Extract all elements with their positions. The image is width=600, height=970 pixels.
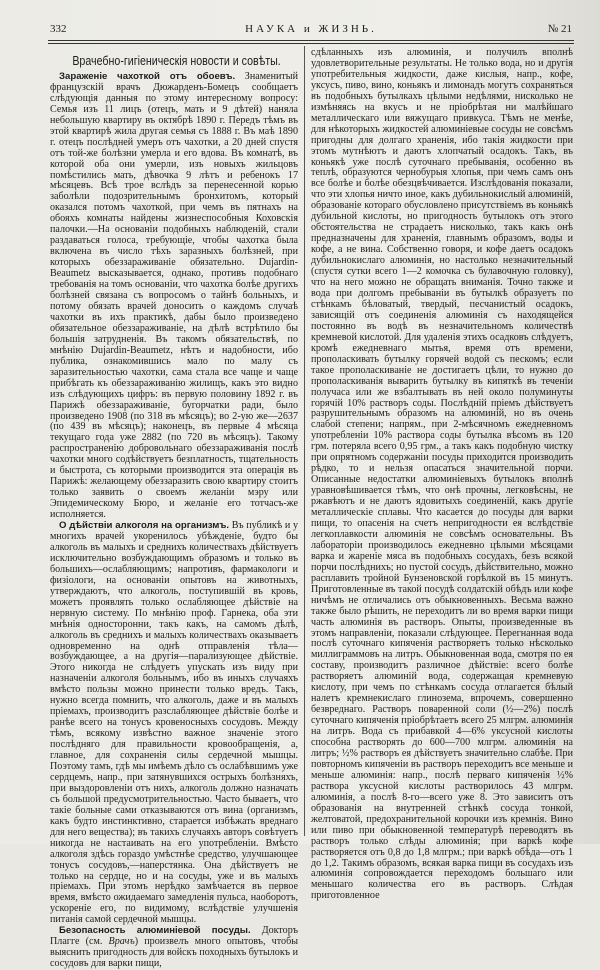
article-heading: О дѣйствіи алкоголя на организмъ. (59, 520, 230, 532)
page-number: 332 (50, 23, 67, 35)
article-text: Докторъ Плагге (см. (50, 925, 298, 948)
article-text: Знаменитый французскій врачъ Дюжарденъ-Бомецъ сообщаетъ слѣдующія данныя по этому интересному вопросу: Семья изъ 11 лицъ (отецъ, мать и 9 дѣтей) наняла небольшую квартиру въ октябрѣ 1890 г. Передъ тѣмъ въ этой квартирѣ жила другая семья съ 1888 г. Въ маѣ 1890 г. отецъ послѣдней умеръ отъ чахотки, а 20 дней спустя отъ той-же болѣзни умерла и его вдова. Въ комнатѣ, въ которой оба они умерли, изъ новыхъ жильцовъ помѣстились мать, дѣвочка 9 лѣтъ и ребенокъ 17 мѣсяцевъ. Всѣ трое вслѣдъ за перенесенной корью заболѣли подозрительнымъ бронхитомъ, который оказался потомъ чахоткой, при чемъ въ пятнахъ на обояхъ комнаты найдены жизнеспособныя Коховскія палочки.—На основаніи подобныхъ наблюденій, стали раздаваться голоса, требующіе, чтобы чахотка была включена въ число тѣхъ заразныхъ болѣзней, при которыхъ обеззараживаніе обязательно. Dujardin-Beaumetz высказывается, однако, противъ подобнаго требованія на томъ основаніи, что чахотка болѣе другихъ болѣзней связана съ вопросомъ о тайнѣ больныхъ, и потому обязать врачей доносить о каждомъ случаѣ чахотки въ ихъ практикѣ, дабы было произведено обязательное обеззараживаніе, на дѣлѣ встрѣтило бы большія затрудненія. Въ такомъ обязательствѣ, по мнѣнію Dujardin-Beaumetz, нѣтъ и надобности, ибо публика, ознакомившись мало по малу съ заразительностью чахотки, сама стала все чаще и чаще прибѣгать къ обеззараживанію жилищъ, какъ это видно изъ слѣдующихъ цифръ: въ первую половину 1892 г. въ Парижѣ обеззараживаніе, бугорчатки ради, было произведено 1908 (по 318 въ мѣсяцъ); во 2-ую же—2637 (по 439 въ мѣсяцъ); наконецъ, въ первые 4 мѣсяца текущаго года уже 2882 (по 720 въ мѣсяцъ). Такому распространенію добровольнаго обеззараживанія послѣ чахотки много содѣйствуетъ безплатность, тщательность и быстрота, съ которыми производится эта операція въ Парижѣ: желающему обеззаразить свою квартиру стоитъ только заявить о своемъ желаніи мэру или Эпидемическому Бюро, и желаніе его тотчасъ-же исполняется. (50, 70, 298, 521)
column-divider (304, 46, 305, 836)
running-header (50, 23, 572, 37)
issue-number: № 21 (547, 23, 572, 35)
article-aluminium-continued: сдѣланныхъ изъ алюминія, и получилъ вполнѣ удовлетворительные результаты. Не только вода, но и другія употребительныя жидкости, даже кислыя, напр., кофе, уксусъ, пиво, вино, коньякъ и лимонадъ могутъ сохраняться въ подобныхъ бутылкахъ цѣлыми недѣлями, нисколько не измѣняясь на вкусъ и не пріобрѣтая ни малѣйшаго металлическаго или вяжущаго привкуса. Тѣмъ не менѣе, для нѣкоторыхъ жидкостей алюминіевые сосуды не совсѣмъ пригодны для долгаго храненія, ибо такія жидкости при этомъ мутнѣютъ и даютъ хлопчатый осадокъ. Такъ, въ коньякѣ уже послѣ суточнаго пребыванія, особенно въ теплѣ, образуются чернобурыя хлопья, при чемъ самъ онъ все болѣе и болѣе обезцвѣчивается. Изслѣдованія показали, что эти хлопья ничто иное, какъ дубильнокислый алюминій, образованіе котораго обусловлено присутствіемъ въ коньякѣ дубильной кислоты, но пригодность бутылокъ отъ этого обстоятельства не страдаетъ нисколько, такъ какъ онѣ предназначены для храненія, главнымъ образомъ, воды и кофе, а не вина. Собственно говоря, и кофе даетъ осадокъ дубильнокислаго алюминія, но настолько незначительный (спустя сутки всего 1—2 комочка съ булавочную головку), что на него можно не обращать вниманія. Точно также и вода при долгомъ пребываніи въ бутылкѣ образуетъ по стѣнкамъ бѣловатый, твердый, песчанистый осадокъ, зависящій отъ соединенія алюминія съ находящейся постоянно въ водѣ въ незначительномъ количествѣ кремневой кислотой. Для удаленія этихъ осадковъ слѣдуетъ, кромѣ ежедневнаго мытья, время отъ времени, прополаскивать бутылку горячей водой съ пескомъ; если такое прополаскиваніе не достигаетъ цѣли, то нужно до прополаскиванія выварить бутылку въ кипяткѣ въ теченіи получаса или же взбалтывать въ ней около полуминуты горячій 10% растворъ соды. Послѣдній пріемъ дѣйствуетъ разрушительнымъ образомъ на алюминій, но въ очень слабой степени; напрям., при 2-мѣсячномъ ежедневномъ употребленіи 10% раствора соды бутылка вѣсомъ въ 120 грм. потеряла всего 0,95 грм., а такъ какъ подобную чистку при опрятномъ содержаніи посуды приходится производить рѣдко, то и нельзя опасаться значительной порчи. Описанные недостатки алюминіевыхъ бутылокъ вполнѣ уравновѣшивается тѣмъ, что онѣ прочны, легковѣсны, не ржавѣютъ и не даютъ ядовитыхъ соединеній, какъ другіе металлическіе сплавы. Что касается до посуды для варки пищи, то опасенія на счетъ непригодности ея вслѣдствіе легкоплавкости алюминія не совсѣмъ основательны. Въ лабораторіи производилось ежедневно цѣлыми мѣсяцами варка и жареніе мяса въ подобныхъ сосудахъ, безъ всякой порчи послѣднихъ; но пустой сосудъ, дѣйствительно, можно расплавить тройной Бунзеновской горѣлкой въ 15 минутъ. Приготовленные въ такой посудѣ солдатскій обѣдъ или кофе ничѣмъ не отличались отъ обыкновенныхъ. Весьма важно также было рѣшить, не переходитъ ли во время варки пищи часть алюминія въ растворъ. Опыты, произведенные въ этомъ направленіи, показали слѣдующее. Перегнанная вода послѣ суточнаго кипяченія растворяетъ только нѣсколько миллиграммовъ на литръ. Обыкновенная вода, смотря по ея составу, производитъ различное дѣйствіе: всего болѣе растворяетъ алюминій вода, содержащая кремневую кислоту, при чемъ по стѣнкамъ сосуда отлагается бѣлый налетъ кремнекислаго глинозема, впрочемъ, совершенно безвреднаго. Растворъ поваренной соли (½—2%) послѣ суточнаго кипяченія пріобрѣтаетъ всего 25 млгрм. алюминія на литръ. Вода съ прибавкой 4—6% уксусной кислоты способна растворять до 600—700 млгрм. алюминія на литръ; ½% растворъ ея дѣйствуетъ значительно слабѣе. При повторномъ кипяченіи въ растворъ переходитъ все меньше и меньше алюминія: напр., послѣ перваго кипяченія ½% раствора уксусной кислоты растворилось 43 млгрм. алюминія, а послѣ 8-го—всего уже 8. Это зависитъ отъ образованія на внутренней стѣнкѣ сосуда тонкой, желтоватой, предохранительной корочки изъ кремнія. Вино или пиво при обыкновенной температурѣ переводятъ въ растворъ только слѣды алюминія; при варкѣ кофе растворяется отъ 0,8 до 1,8 млгрм.; при варкѣ обѣда—отъ 1 до 1,2. Такимъ образомъ, всякая варка пищи въ сосудахъ изъ алюминія сопровождается переходомъ большаго или меньшаго количества его въ растворъ. Слѣдая приготовленное (311, 47, 573, 902)
article-heading: Безопасность алюминіевой посуды. (59, 925, 251, 937)
header-rule (48, 40, 574, 44)
section-title: Врачебно-гигіеническія новости и совѣты. (72, 53, 281, 68)
right-column (311, 48, 573, 902)
article-tuberculosis (50, 72, 298, 521)
article-text: Въ публикѣ и у многихъ врачей укоренилось убѣжденіе, будто бы алкоголь въ малыхъ и среднихъ количествахъ дѣйствуетъ исключительно возбуждающимъ образомъ и только въ большихъ—ослабляющимъ; напротивъ, фармакологи и физіологи, на основаніи опытовъ на животныхъ, утверждаютъ, что алкоголь, поступившій въ кровь, можетъ проявлять только ослабляющее дѣйствіе на нервную систему. По мнѣнію проф. Гарнека, оба эти мнѣнія односторонни, такъ какъ, на самомъ дѣлѣ, алкоголь въ среднихъ и малыхъ количествахъ оказываетъ одновременно на однѣ отправленія тѣла—возбуждающее, а на другія—парализующее дѣйствіе. Этого никогда не слѣдуетъ упускать изъ виду при назначеніи алкоголя больнымъ, ибо въ иныхъ случаяхъ вмѣсто пользы можно принести только вредъ. Такъ, нужно всегда помнить, что алкоголь, даже и въ малыхъ пріемахъ, производитъ разслабляющее дѣйствіе болѣе и ранѣе всего на тонусъ кровеносныхъ сосудовъ. Между тѣмъ, всякому извѣстно важное значеніе этого послѣдняго для правильности кровообращенія, а, главное, для сохраненія силы сердечной мышцы. Поэтому тамъ, гдѣ мы имѣемъ дѣло съ ослабѣвшимъ уже сердцемъ, напр., при затянувшихся острыхъ болѣзняхъ, при выздоровленіи отъ нихъ, алкоголь должно назначать съ большой предусмотрительностью. Часто бываетъ, что такіе больные сами отказываются отъ вина (организмъ, какъ будто инстинктивно, старается избѣжать вреднаго для него вещества); въ такихъ случаяхъ авторъ совѣтуетъ никогда не настаивать на его употребленіи. Вмѣсто алкоголя здѣсь гораздо умѣстнѣе средство, улучшающее тонусъ сосудовъ,—наперстянка. Она дѣйствуетъ не только на сердце, но и на сосуды, уже и въ малыхъ пріемахъ. При этомъ нерѣдко замѣчается въ первое время, вмѣсто ожидаемаго замедленія пульса, наоборотъ, ускореніе его, по видимому, вслѣдствіе улучшенія питанія самой сердечной мышцы. (50, 520, 298, 926)
article-aluminium (50, 926, 298, 970)
journal-title: НАУКА и ЖИЗНЬ. (245, 23, 377, 35)
journal-reference: Врачъ (108, 936, 135, 948)
article-alcohol (50, 521, 298, 926)
article-heading: Зараженіе чахоткой отъ обоевъ. (59, 70, 236, 82)
article-text: ) произвелъ много опытовъ, чтобы выяснить пригодность для войскъ походныхъ бутылокъ и сосудовъ для варки пищи, (50, 936, 298, 970)
left-column (50, 48, 298, 970)
